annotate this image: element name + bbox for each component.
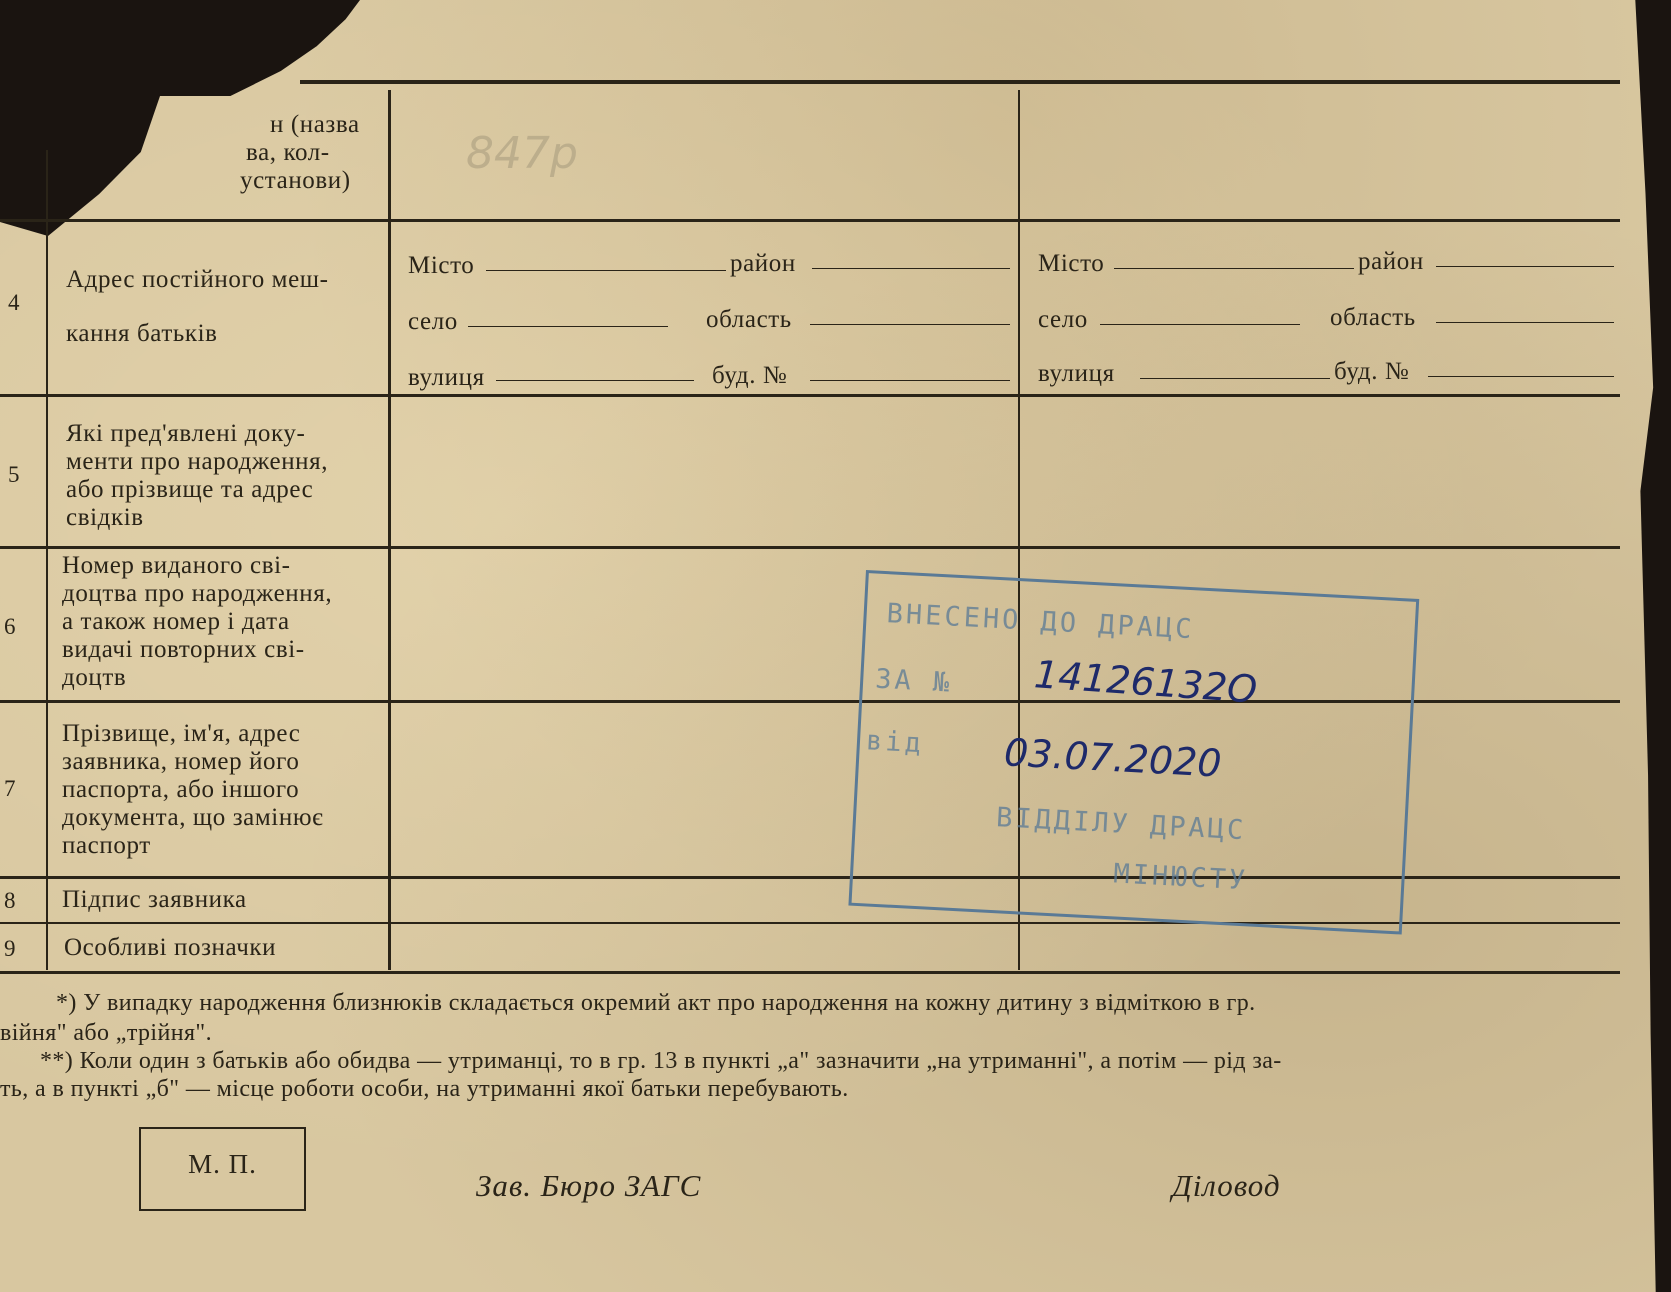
footnote-2-line-2: ть, а в пункті „б" — місце роботи особи, на утриманні якої батьки перебувають.: [0, 1076, 849, 1102]
row7-label-5: паспорт: [62, 832, 151, 859]
right-edge: [1620, 0, 1671, 1292]
right-street-label: вулиця: [1038, 360, 1115, 387]
stamp-date: 03.07.2020: [1002, 730, 1223, 786]
left-street-line: [496, 380, 694, 381]
right-building-line: [1428, 376, 1614, 377]
left-village-line: [468, 326, 668, 327]
row5-label-1: Які пред'явлені доку-: [66, 420, 306, 447]
row5-label-2: менти про народження,: [66, 448, 329, 475]
row6-label-3: а також номер і дата: [62, 608, 290, 635]
row4-label-1: Адрес постійного меш-: [66, 266, 329, 293]
row8-number: 8: [4, 888, 16, 913]
row9-number: 9: [4, 936, 16, 961]
stamp-line-4: ВІДДІЛУ ДРАЦС: [995, 802, 1248, 847]
row6-label-1: Номер виданого сві-: [62, 552, 291, 579]
row7-label-3: паспорта, або іншого: [62, 776, 300, 803]
seal-box: [139, 1127, 306, 1211]
rule-3: [0, 219, 1620, 222]
row3-label-3: установи): [240, 167, 351, 194]
left-city-label: Місто: [408, 252, 475, 279]
row4-number: 4: [8, 290, 20, 315]
rule-top: [300, 80, 1620, 84]
row7-label-2: заявника, номер його: [62, 748, 300, 775]
left-street-label: вулиця: [408, 364, 485, 391]
head-signature-label: Зав. Бюро ЗАГС: [476, 1168, 702, 1203]
row3-label-2: ва, кол-: [246, 139, 330, 166]
clerk-signature-label: Діловод: [1172, 1168, 1281, 1203]
left-city-line: [486, 270, 726, 271]
stamp-line-1: ВНЕСЕНО ДО ДРАЦС: [885, 598, 1196, 646]
row6-label-5: доцтв: [62, 664, 127, 691]
right-village-line: [1100, 324, 1300, 325]
seal-label: М. П.: [188, 1149, 257, 1179]
right-village-label: село: [1038, 306, 1088, 333]
stamp-line-5: МІНЮСТУ: [1112, 858, 1249, 897]
stamp-line-3-prefix: від: [865, 725, 925, 760]
stamp-record-number: 14126132О: [1032, 652, 1259, 712]
row3-label-1: н (назва: [270, 111, 360, 138]
right-district-label: район: [1358, 248, 1424, 275]
left-district-line: [812, 268, 1010, 269]
rule-5: [0, 546, 1620, 549]
left-village-label: село: [408, 308, 458, 335]
right-region-label: область: [1330, 304, 1416, 331]
torn-tab: [0, 96, 160, 236]
stamp-line-2-prefix: ЗА №: [874, 663, 954, 699]
right-district-line: [1436, 266, 1614, 267]
row5-label-3: або прізвище та адрес: [66, 476, 314, 503]
right-building-label: буд. №: [1334, 358, 1410, 385]
left-region-label: область: [706, 306, 792, 333]
right-city-line: [1114, 268, 1354, 269]
col-number-divider: [46, 150, 48, 970]
rule-9: [0, 971, 1620, 974]
row7-number: 7: [4, 776, 16, 801]
right-city-label: Місто: [1038, 250, 1105, 277]
col-label-divider: [388, 90, 391, 970]
left-building-label: буд. №: [712, 362, 788, 389]
left-building-line: [810, 380, 1010, 381]
left-region-line: [810, 324, 1010, 325]
rule-4: [0, 394, 1620, 397]
row7-label-1: Прізвище, ім'я, адрес: [62, 720, 301, 747]
row6-number: 6: [4, 614, 16, 639]
row3-handwritten-note: 847р: [466, 128, 578, 179]
row7-label-4: документа, що замінює: [62, 804, 324, 831]
row5-label-4: свідків: [66, 504, 144, 531]
row5-number: 5: [8, 462, 20, 487]
footnote-1-line-1: *) У випадку народження близнюків складається окремий акт про народження на кожну дитину з відміткою в гр.: [56, 990, 1256, 1016]
left-district-label: район: [730, 250, 796, 277]
footnote-1-line-2: війня" або „трійня".: [0, 1020, 213, 1046]
footnote-2-line-1: **) Коли один з батьків або обидва — утриманці, то в гр. 13 в пункті „а" зазначити „на утриманні", а потім — рід за-: [40, 1048, 1282, 1074]
row6-label-2: доцтва про народження,: [62, 580, 333, 607]
row8-label: Підпис заявника: [62, 886, 247, 913]
row9-label: Особливі позначки: [64, 934, 277, 961]
right-street-line: [1140, 378, 1330, 379]
row4-label-2: кання батьків: [66, 320, 218, 347]
row6-label-4: видачі повторних сві-: [62, 636, 305, 663]
right-region-line: [1436, 322, 1614, 323]
